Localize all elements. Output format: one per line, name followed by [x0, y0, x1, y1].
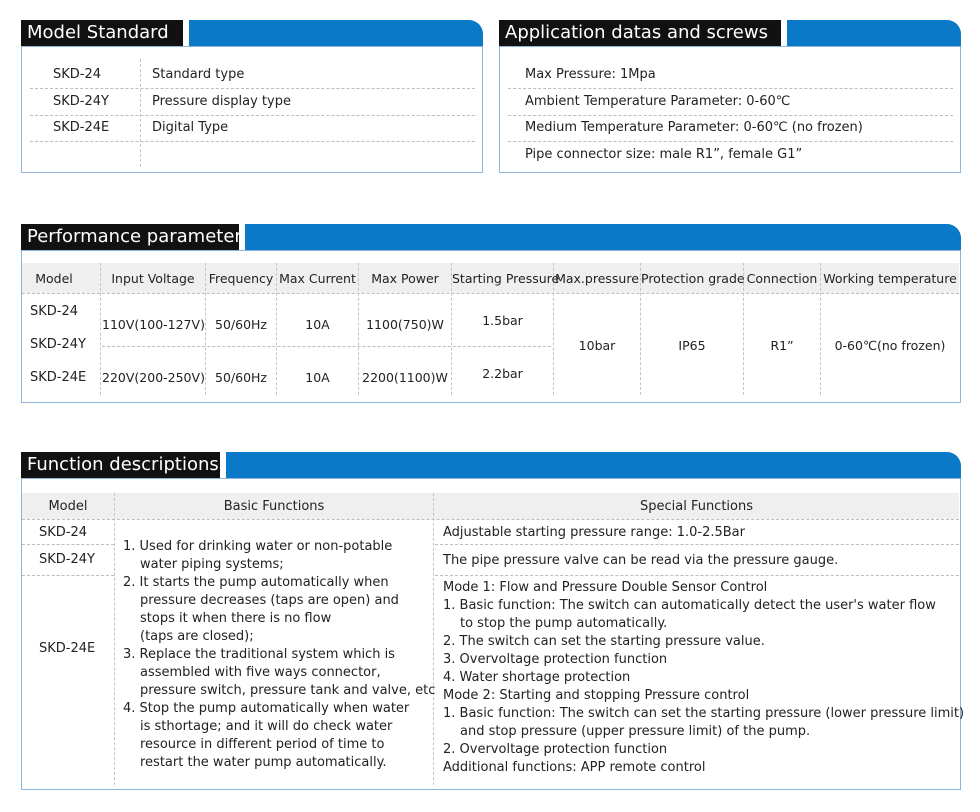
col-header: Frequency: [208, 271, 274, 286]
col-header: Input Voltage: [111, 271, 195, 286]
protection-cell: IP65: [678, 338, 706, 353]
special-functions-list: [443, 579, 964, 777]
performance-title: Performance parameter: [21, 224, 239, 250]
current-cell: 10A: [305, 317, 330, 332]
list-item: 2. The switch can set the starting pressure value.: [443, 634, 765, 649]
list-item: 4. Stop the pump automatically when water: [123, 701, 410, 716]
col-header: Protection grade: [641, 271, 745, 286]
model-cell: SKD-24E: [39, 641, 96, 656]
functions-header: [21, 452, 961, 478]
list-item: 4. Water shortage protection: [443, 670, 631, 685]
list-item: 2. Overvoltage protection function: [443, 742, 668, 757]
model-standard-header: [21, 20, 483, 46]
list-item: 2. It starts the pump automatically when: [123, 575, 389, 590]
model-cell: SKD-24Y: [53, 94, 109, 109]
header-accent-bar: [189, 20, 483, 46]
starting-pressure-cell: 2.2bar: [482, 366, 523, 381]
temperature-cell: 0-60℃(no frozen): [834, 338, 946, 353]
type-cell: Standard type: [152, 67, 245, 82]
header-accent-bar: [245, 224, 961, 250]
list-item: 1. Basic function: The switch can automatically detect the user's water flow: [443, 598, 936, 613]
col-header: Max Current: [279, 271, 356, 286]
performance-header: [21, 224, 961, 250]
col-header: Connection: [746, 271, 818, 286]
list-item: Mode 2: Starting and stopping Pressure control: [443, 688, 750, 703]
list-item: resource in different period of time to: [140, 737, 385, 752]
application-item: Ambient Temperature Parameter: 0-60℃: [525, 94, 791, 109]
model-cell: SKD-24E: [53, 120, 110, 135]
list-item: stops it when there is no flow: [140, 611, 332, 626]
application-item: Max Pressure: 1Mpa: [525, 67, 656, 82]
model-standard-table: [21, 46, 483, 173]
frequency-cell: 50/60Hz: [215, 370, 267, 385]
model-cell: SKD-24: [53, 67, 102, 82]
col-header: Max.pressure: [555, 271, 639, 286]
performance-table: [21, 250, 961, 403]
model-cell: SKD-24Y: [30, 337, 86, 352]
functions-table: [21, 478, 965, 790]
col-header: Special Functions: [639, 499, 754, 514]
list-item: water piping systems;: [140, 557, 284, 572]
col-header: Max Power: [371, 271, 439, 286]
list-item: and stop pressure (upper pressure limit) of the pump.: [460, 724, 811, 739]
basic-functions-list: [123, 538, 435, 772]
col-header: Basic Functions: [223, 499, 325, 514]
type-cell: Pressure display type: [152, 94, 291, 109]
current-cell: 10A: [305, 370, 330, 385]
list-item: 3. Overvoltage protection function: [443, 652, 668, 667]
list-item: Additional functions: APP remote control: [443, 760, 706, 775]
power-cell: 1100(750)W: [366, 317, 444, 332]
application-item: Pipe connector size: male R1”, female G1”: [525, 147, 803, 162]
application-table: [499, 46, 961, 173]
application-header: [499, 20, 961, 46]
special-function-24: Adjustable starting pressure range: 1.0-2.5Bar: [443, 525, 745, 540]
starting-pressure-cell: 1.5bar: [482, 313, 523, 328]
col-header: Model: [35, 271, 73, 286]
list-item: pressure switch, pressure tank and valve, etc: [140, 683, 436, 698]
header-accent-bar: [787, 20, 961, 46]
col-header: Working temperature: [823, 271, 957, 286]
functions-title: Function descriptions: [21, 452, 220, 478]
header-accent-bar: [226, 452, 961, 478]
model-cell: SKD-24: [30, 304, 79, 319]
list-item: restart the water pump automatically.: [140, 755, 387, 770]
list-item: is sthortage; and it will do check water: [140, 719, 393, 734]
max-pressure-cell: 10bar: [578, 338, 616, 353]
frequency-cell: 50/60Hz: [215, 317, 267, 332]
power-cell: 2200(1100)W: [362, 370, 448, 385]
list-item: assembled with five ways connector,: [140, 665, 381, 680]
model-cell: SKD-24E: [30, 370, 87, 385]
application-title: Application datas and screws: [499, 20, 781, 46]
voltage-cell: 220V(200-250V): [102, 370, 205, 385]
col-header: Model: [48, 499, 88, 514]
connection-cell: R1”: [770, 338, 794, 353]
list-item: Mode 1: Flow and Pressure Double Sensor Control: [443, 580, 768, 595]
list-item: to stop the pump automatically.: [460, 616, 668, 631]
model-cell: SKD-24Y: [39, 552, 95, 567]
list-item: (taps are closed);: [140, 629, 254, 644]
voltage-cell: 110V(100-127V): [102, 317, 205, 332]
model-standard-title: Model Standard: [21, 20, 183, 46]
col-header: Starting Pressure: [452, 271, 560, 286]
special-function-24y: The pipe pressure valve can be read via the pressure gauge.: [443, 553, 839, 568]
list-item: 1. Used for drinking water or non-potable: [123, 539, 393, 554]
model-cell: SKD-24: [39, 525, 88, 540]
type-cell: Digital Type: [152, 120, 229, 135]
list-item: 1. Basic function: The switch can set the starting pressure (lower pressure limit): [443, 706, 965, 721]
list-item: 3. Replace the traditional system which is: [123, 647, 395, 662]
application-item: Medium Temperature Parameter: 0-60℃ (no frozen): [525, 120, 863, 135]
list-item: pressure decreases (taps are open) and: [140, 593, 399, 608]
